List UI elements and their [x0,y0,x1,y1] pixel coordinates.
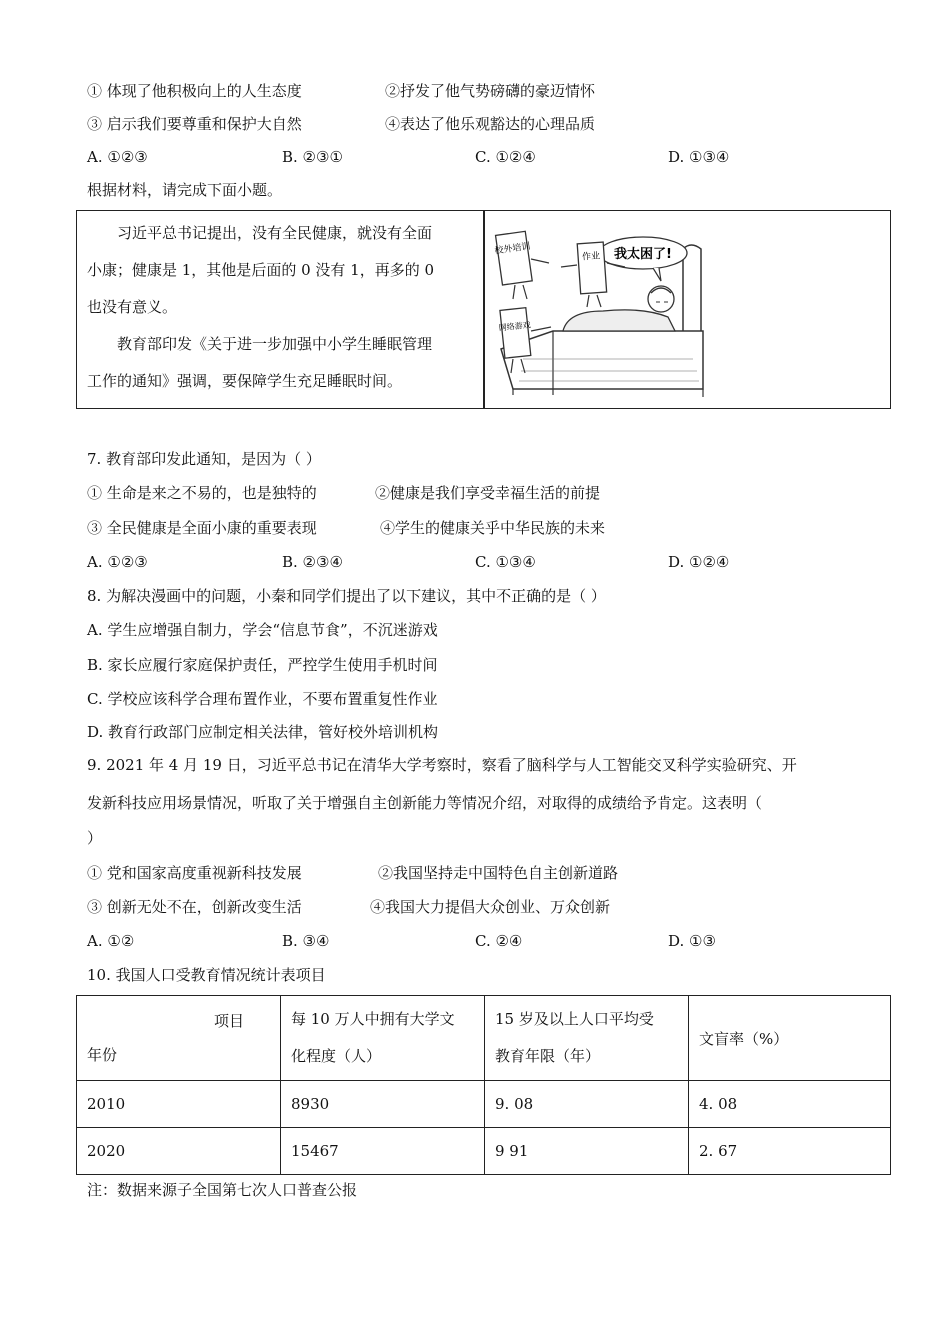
q9-statement-2: ②我国坚持走中国特色自主创新道路 [378,864,619,882]
table-cell-college: 8930 [281,1081,485,1128]
q7-statement-3: ③ 全民健康是全面小康的重要表现 [87,519,317,537]
q10-stem: 10. 我国人口受教育情况统计表项目 [87,966,326,984]
material-text [87,215,482,400]
q7-option-a: A. ①②③ [87,553,148,571]
cartoon-speech: 我太困了! [614,247,672,262]
q8-option-c: C. 学校应该科学合理布置作业，不要布置重复性作业 [87,690,438,708]
q6-option-c: C. ①②④ [475,148,536,166]
table-header-schooling-line2: 教育年限（年） [495,1047,601,1065]
education-stats-table [76,995,891,1175]
table-cell-schooling: 9. 08 [485,1081,689,1128]
q6-statement-1: ① 体现了他积极向上的人生态度 [87,82,302,100]
q9-option-a: A. ①② [87,932,135,950]
table-header-college-line2: 化程度（人） [291,1047,382,1065]
cartoon-book-games: 网络游戏 [498,320,532,333]
table-header-schooling [485,996,689,1081]
material-p2-line1: 教育部印发《关于进一步加强中小学生睡眠管理 [117,335,433,353]
q9-option-b: B. ③④ [282,932,330,950]
q9-option-c: C. ②④ [475,932,523,950]
table-corner-item: 项目 [213,1012,244,1030]
table-corner-year: 年份 [87,1046,118,1064]
table-corner-cell [77,996,281,1081]
q8-option-b: B. 家长应履行家庭保护责任，严控学生使用手机时间 [87,656,438,674]
q7-statement-2: ②健康是我们享受幸福生活的前提 [375,484,601,502]
q9-statement-4: ④我国大力提倡大众创业、万众创新 [370,898,611,916]
table-header-college-line1: 每 10 万人中拥有大学文 [291,1010,455,1028]
table-header-schooling-line1: 15 岁及以上人口平均受 [495,1010,654,1028]
q7-option-b: B. ②③④ [282,553,343,571]
q6-option-d: D. ①③④ [668,148,730,166]
material-p2-line2: 工作的通知》强调，要保障学生充足睡眠时间。 [87,372,403,390]
material-intro: 根据材料，请完成下面小题。 [87,181,283,199]
q8-option-a: A. 学生应增强自制力，学会“信息节食”，不沉迷游戏 [87,621,438,639]
q6-statement-3: ③ 启示我们要尊重和保护大自然 [87,115,302,133]
q6-statement-2: ②抒发了他气势磅礴的豪迈情怀 [385,82,596,100]
material-p1-line3: 也没有意义。 [87,298,178,316]
table-cell-schooling: 9 91 [485,1128,689,1175]
q6-option-a: A. ①②③ [87,148,148,166]
q9-stem-line1: 9. 2021 年 4 月 19 日，习近平总书记在清华大学考察时，察看了脑科学与人工智能交叉科学实验研究、开 [87,756,797,774]
material-box [76,210,891,409]
table-cell-year: 2020 [77,1128,281,1175]
table-cell-college: 15467 [281,1128,485,1175]
q9-statement-3: ③ 创新无处不在，创新改变生活 [87,898,302,916]
table-row [77,1128,891,1175]
material-p1-line2: 小康；健康是 1，其他是后面的 0 没有 1，再多的 0 [87,261,435,279]
cartoon-book-training: 校外培训 [494,241,532,257]
q7-stem: 7. 教育部印发此通知，是因为（ ） [87,450,321,468]
material-p1-line1: 习近平总书记提出，没有全民健康，就没有全面 [117,224,433,242]
q8-stem: 8. 为解决漫画中的问题，小秦和同学们提出了以下建议，其中不正确的是（ ） [87,587,606,605]
q6-option-b: B. ②③① [282,148,343,166]
q9-statement-1: ① 党和国家高度重视新科技发展 [87,864,302,882]
q9-option-d: D. ①③ [668,932,716,950]
table-header-college [281,996,485,1081]
table-cell-illiteracy: 2. 67 [689,1128,891,1175]
table-header-illiteracy: 文盲率（%） [689,996,891,1081]
q8-option-d: D. 教育行政部门应制定相关法律，管好校外培训机构 [87,723,439,741]
q7-statement-1: ① 生命是来之不易的，也是独特的 [87,484,317,502]
table-header-row [77,996,891,1081]
q9-stem-line3: ） [87,829,103,847]
q6-statement-4: ④表达了他乐观豁达的心理品质 [385,115,596,133]
q7-option-c: C. ①③④ [475,553,536,571]
cartoon-book-homework: 作业 [581,251,601,263]
q7-option-d: D. ①②④ [668,553,730,571]
material-divider [483,211,485,408]
table-source-note: 注：数据来源子全国第七次人口普查公报 [87,1181,358,1199]
table-cell-illiteracy: 4. 08 [689,1081,891,1128]
q9-stem-line2: 发新科技应用场景情况，听取了关于增强自主创新能力等情况介绍，对取得的成绩给予肯定。这表明（ [87,794,763,812]
table-cell-year: 2010 [77,1081,281,1128]
q7-statement-4: ④学生的健康关乎中华民族的未来 [380,519,606,537]
table-row [77,1081,891,1128]
cartoon-image [493,219,717,401]
cartoon-svg [493,219,717,401]
